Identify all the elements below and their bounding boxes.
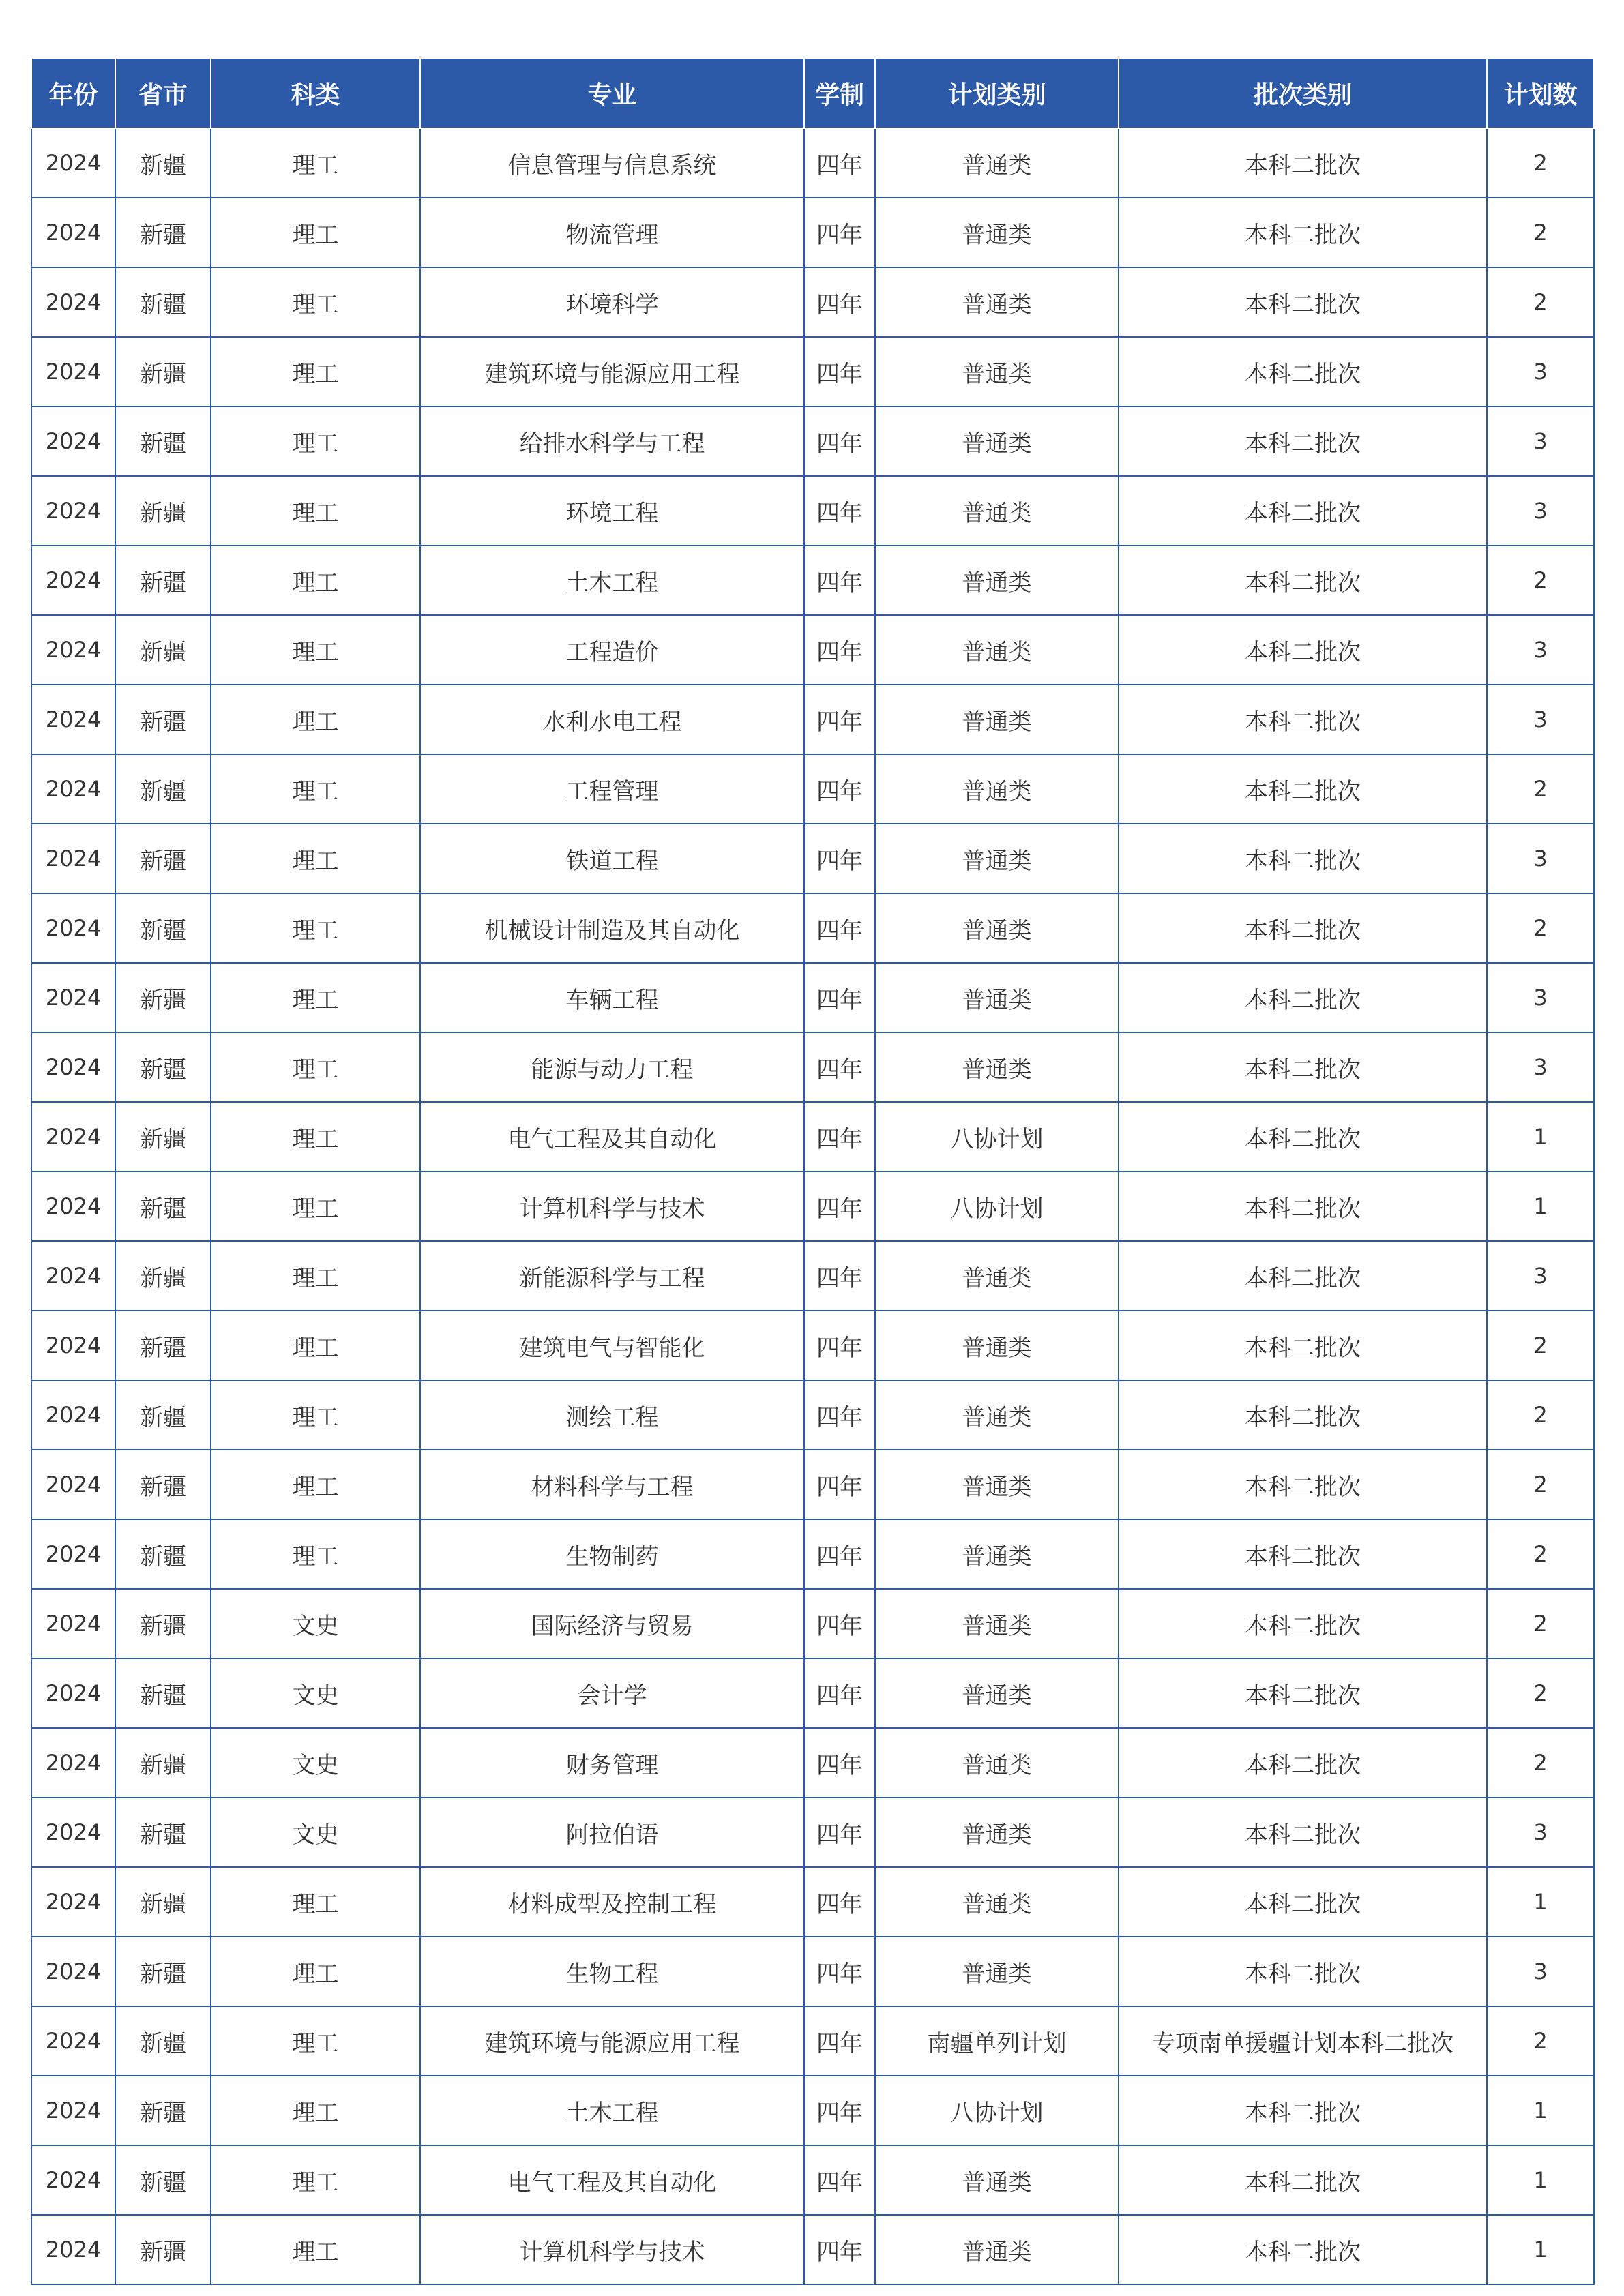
cell-major: 土木工程 bbox=[420, 546, 804, 615]
table-header-row bbox=[31, 58, 1594, 128]
cell-plan-count: 2 bbox=[1487, 1728, 1594, 1798]
cell-major: 材料成型及控制工程 bbox=[420, 1867, 804, 1937]
cell-plan-count: 1 bbox=[1487, 2215, 1594, 2284]
cell-province: 新疆 bbox=[115, 1450, 211, 1519]
cell-year: 2024 bbox=[31, 1728, 115, 1798]
cell-major: 生物制药 bbox=[420, 1519, 804, 1589]
cell-plan-count: 1 bbox=[1487, 2076, 1594, 2145]
cell-major: 工程管理 bbox=[420, 754, 804, 824]
cell-category: 文史 bbox=[211, 1798, 420, 1867]
cell-category: 理工 bbox=[211, 267, 420, 337]
cell-major: 建筑环境与能源应用工程 bbox=[420, 337, 804, 406]
cell-batch-type: 本科二批次 bbox=[1119, 1450, 1487, 1519]
cell-major: 建筑电气与智能化 bbox=[420, 1311, 804, 1380]
cell-year: 2024 bbox=[31, 406, 115, 476]
table-row bbox=[31, 1172, 1594, 1241]
cell-duration: 四年 bbox=[804, 198, 875, 267]
header-year: 年份 bbox=[31, 58, 115, 128]
cell-plan-type: 八协计划 bbox=[875, 1102, 1119, 1172]
cell-plan-type: 南疆单列计划 bbox=[875, 2006, 1119, 2076]
cell-major: 计算机科学与技术 bbox=[420, 1172, 804, 1241]
cell-major: 车辆工程 bbox=[420, 963, 804, 1032]
cell-province: 新疆 bbox=[115, 1172, 211, 1241]
cell-plan-count: 2 bbox=[1487, 198, 1594, 267]
cell-plan-type: 八协计划 bbox=[875, 1172, 1119, 1241]
cell-plan-type: 普通类 bbox=[875, 2215, 1119, 2284]
cell-year: 2024 bbox=[31, 2145, 115, 2215]
cell-duration: 四年 bbox=[804, 406, 875, 476]
cell-major: 测绘工程 bbox=[420, 1380, 804, 1450]
cell-province: 新疆 bbox=[115, 1589, 211, 1658]
cell-duration: 四年 bbox=[804, 685, 875, 754]
header-plan-count: 计划数 bbox=[1487, 58, 1594, 128]
header-province: 省市 bbox=[115, 58, 211, 128]
cell-province: 新疆 bbox=[115, 754, 211, 824]
cell-plan-count: 2 bbox=[1487, 128, 1594, 198]
cell-plan-type: 普通类 bbox=[875, 476, 1119, 546]
cell-plan-count: 1 bbox=[1487, 1867, 1594, 1937]
cell-province: 新疆 bbox=[115, 1519, 211, 1589]
cell-province: 新疆 bbox=[115, 1032, 211, 1102]
cell-year: 2024 bbox=[31, 2006, 115, 2076]
cell-year: 2024 bbox=[31, 754, 115, 824]
cell-batch-type: 本科二批次 bbox=[1119, 2076, 1487, 2145]
cell-category: 理工 bbox=[211, 1241, 420, 1311]
cell-duration: 四年 bbox=[804, 1102, 875, 1172]
cell-duration: 四年 bbox=[804, 267, 875, 337]
cell-major: 给排水科学与工程 bbox=[420, 406, 804, 476]
cell-batch-type: 本科二批次 bbox=[1119, 267, 1487, 337]
cell-province: 新疆 bbox=[115, 337, 211, 406]
cell-major: 水利水电工程 bbox=[420, 685, 804, 754]
cell-batch-type: 本科二批次 bbox=[1119, 1798, 1487, 1867]
table-row bbox=[31, 1658, 1594, 1728]
cell-batch-type: 本科二批次 bbox=[1119, 893, 1487, 963]
cell-major: 财务管理 bbox=[420, 1728, 804, 1798]
cell-plan-type: 普通类 bbox=[875, 267, 1119, 337]
cell-plan-type: 普通类 bbox=[875, 893, 1119, 963]
cell-major: 工程造价 bbox=[420, 615, 804, 685]
cell-duration: 四年 bbox=[804, 1589, 875, 1658]
cell-batch-type: 本科二批次 bbox=[1119, 1380, 1487, 1450]
cell-batch-type: 本科二批次 bbox=[1119, 1172, 1487, 1241]
header-category: 科类 bbox=[211, 58, 420, 128]
cell-province: 新疆 bbox=[115, 2006, 211, 2076]
cell-category: 理工 bbox=[211, 546, 420, 615]
cell-major: 铁道工程 bbox=[420, 824, 804, 893]
cell-province: 新疆 bbox=[115, 1380, 211, 1450]
cell-province: 新疆 bbox=[115, 1728, 211, 1798]
cell-duration: 四年 bbox=[804, 128, 875, 198]
table-row bbox=[31, 1937, 1594, 2006]
cell-category: 理工 bbox=[211, 2145, 420, 2215]
cell-province: 新疆 bbox=[115, 1658, 211, 1728]
cell-major: 材料科学与工程 bbox=[420, 1450, 804, 1519]
cell-major: 生物工程 bbox=[420, 1937, 804, 2006]
cell-category: 理工 bbox=[211, 128, 420, 198]
cell-batch-type: 本科二批次 bbox=[1119, 546, 1487, 615]
cell-batch-type: 本科二批次 bbox=[1119, 406, 1487, 476]
cell-year: 2024 bbox=[31, 1380, 115, 1450]
cell-year: 2024 bbox=[31, 963, 115, 1032]
cell-major: 物流管理 bbox=[420, 198, 804, 267]
cell-year: 2024 bbox=[31, 615, 115, 685]
cell-plan-count: 3 bbox=[1487, 337, 1594, 406]
cell-category: 理工 bbox=[211, 198, 420, 267]
cell-plan-type: 普通类 bbox=[875, 1867, 1119, 1937]
cell-year: 2024 bbox=[31, 198, 115, 267]
cell-major: 环境工程 bbox=[420, 476, 804, 546]
cell-category: 理工 bbox=[211, 1311, 420, 1380]
cell-category: 理工 bbox=[211, 893, 420, 963]
cell-duration: 四年 bbox=[804, 476, 875, 546]
cell-plan-type: 普通类 bbox=[875, 2145, 1119, 2215]
cell-duration: 四年 bbox=[804, 1658, 875, 1728]
cell-duration: 四年 bbox=[804, 1311, 875, 1380]
header-major: 专业 bbox=[420, 58, 804, 128]
cell-province: 新疆 bbox=[115, 1311, 211, 1380]
cell-province: 新疆 bbox=[115, 1867, 211, 1937]
table-row bbox=[31, 963, 1594, 1032]
cell-province: 新疆 bbox=[115, 2215, 211, 2284]
cell-duration: 四年 bbox=[804, 1798, 875, 1867]
cell-year: 2024 bbox=[31, 1032, 115, 1102]
cell-province: 新疆 bbox=[115, 824, 211, 893]
cell-year: 2024 bbox=[31, 824, 115, 893]
cell-year: 2024 bbox=[31, 337, 115, 406]
cell-plan-type: 普通类 bbox=[875, 1032, 1119, 1102]
table-row bbox=[31, 1380, 1594, 1450]
cell-plan-count: 1 bbox=[1487, 1172, 1594, 1241]
cell-plan-type: 八协计划 bbox=[875, 2076, 1119, 2145]
cell-plan-count: 3 bbox=[1487, 1937, 1594, 2006]
cell-plan-count: 2 bbox=[1487, 1658, 1594, 1728]
cell-province: 新疆 bbox=[115, 2145, 211, 2215]
cell-category: 文史 bbox=[211, 1589, 420, 1658]
cell-batch-type: 本科二批次 bbox=[1119, 1728, 1487, 1798]
cell-batch-type: 本科二批次 bbox=[1119, 824, 1487, 893]
cell-plan-count: 3 bbox=[1487, 476, 1594, 546]
cell-category: 理工 bbox=[211, 2215, 420, 2284]
cell-plan-type: 普通类 bbox=[875, 1728, 1119, 1798]
cell-year: 2024 bbox=[31, 1241, 115, 1311]
table-row bbox=[31, 824, 1594, 893]
cell-duration: 四年 bbox=[804, 754, 875, 824]
cell-plan-count: 3 bbox=[1487, 824, 1594, 893]
cell-category: 理工 bbox=[211, 1450, 420, 1519]
table-row bbox=[31, 546, 1594, 615]
cell-major: 建筑环境与能源应用工程 bbox=[420, 2006, 804, 2076]
cell-category: 理工 bbox=[211, 1172, 420, 1241]
table-row bbox=[31, 1032, 1594, 1102]
cell-major: 会计学 bbox=[420, 1658, 804, 1728]
cell-plan-count: 2 bbox=[1487, 2006, 1594, 2076]
cell-major: 机械设计制造及其自动化 bbox=[420, 893, 804, 963]
cell-plan-count: 2 bbox=[1487, 1589, 1594, 1658]
cell-plan-type: 普通类 bbox=[875, 963, 1119, 1032]
cell-duration: 四年 bbox=[804, 1380, 875, 1450]
cell-plan-type: 普通类 bbox=[875, 754, 1119, 824]
table-row bbox=[31, 2215, 1594, 2284]
table-row bbox=[31, 476, 1594, 546]
cell-batch-type: 本科二批次 bbox=[1119, 2215, 1487, 2284]
cell-category: 文史 bbox=[211, 1728, 420, 1798]
cell-category: 理工 bbox=[211, 1937, 420, 2006]
cell-year: 2024 bbox=[31, 546, 115, 615]
cell-year: 2024 bbox=[31, 1102, 115, 1172]
cell-category: 理工 bbox=[211, 685, 420, 754]
cell-year: 2024 bbox=[31, 1937, 115, 2006]
header-batch-type: 批次类别 bbox=[1119, 58, 1487, 128]
cell-province: 新疆 bbox=[115, 546, 211, 615]
cell-year: 2024 bbox=[31, 2076, 115, 2145]
cell-major: 计算机科学与技术 bbox=[420, 2215, 804, 2284]
cell-plan-count: 3 bbox=[1487, 963, 1594, 1032]
table-row bbox=[31, 1728, 1594, 1798]
cell-batch-type: 本科二批次 bbox=[1119, 2145, 1487, 2215]
cell-category: 理工 bbox=[211, 337, 420, 406]
cell-major: 新能源科学与工程 bbox=[420, 1241, 804, 1311]
cell-major: 土木工程 bbox=[420, 2076, 804, 2145]
cell-batch-type: 专项南单援疆计划本科二批次 bbox=[1119, 2006, 1487, 2076]
cell-batch-type: 本科二批次 bbox=[1119, 1102, 1487, 1172]
cell-plan-type: 普通类 bbox=[875, 824, 1119, 893]
cell-category: 理工 bbox=[211, 615, 420, 685]
cell-year: 2024 bbox=[31, 1798, 115, 1867]
table-row bbox=[31, 1519, 1594, 1589]
cell-batch-type: 本科二批次 bbox=[1119, 1658, 1487, 1728]
cell-plan-count: 2 bbox=[1487, 546, 1594, 615]
cell-duration: 四年 bbox=[804, 1450, 875, 1519]
cell-province: 新疆 bbox=[115, 1241, 211, 1311]
cell-duration: 四年 bbox=[804, 824, 875, 893]
admission-plan-sheet bbox=[31, 57, 1593, 2285]
cell-duration: 四年 bbox=[804, 615, 875, 685]
cell-batch-type: 本科二批次 bbox=[1119, 1937, 1487, 2006]
cell-province: 新疆 bbox=[115, 1102, 211, 1172]
cell-duration: 四年 bbox=[804, 2006, 875, 2076]
cell-province: 新疆 bbox=[115, 406, 211, 476]
table-row bbox=[31, 754, 1594, 824]
cell-category: 理工 bbox=[211, 824, 420, 893]
cell-duration: 四年 bbox=[804, 1241, 875, 1311]
cell-province: 新疆 bbox=[115, 267, 211, 337]
cell-plan-count: 3 bbox=[1487, 685, 1594, 754]
table-row bbox=[31, 2145, 1594, 2215]
cell-province: 新疆 bbox=[115, 198, 211, 267]
cell-category: 理工 bbox=[211, 1032, 420, 1102]
cell-batch-type: 本科二批次 bbox=[1119, 1241, 1487, 1311]
table-row bbox=[31, 1589, 1594, 1658]
cell-plan-count: 2 bbox=[1487, 1519, 1594, 1589]
cell-year: 2024 bbox=[31, 1589, 115, 1658]
cell-plan-type: 普通类 bbox=[875, 1241, 1119, 1311]
cell-plan-type: 普通类 bbox=[875, 1937, 1119, 2006]
cell-year: 2024 bbox=[31, 267, 115, 337]
table-row bbox=[31, 1798, 1594, 1867]
cell-batch-type: 本科二批次 bbox=[1119, 128, 1487, 198]
table-row bbox=[31, 267, 1594, 337]
cell-province: 新疆 bbox=[115, 476, 211, 546]
cell-plan-type: 普通类 bbox=[875, 406, 1119, 476]
cell-duration: 四年 bbox=[804, 2145, 875, 2215]
cell-category: 理工 bbox=[211, 2006, 420, 2076]
cell-plan-count: 1 bbox=[1487, 1102, 1594, 1172]
cell-category: 理工 bbox=[211, 476, 420, 546]
cell-duration: 四年 bbox=[804, 1032, 875, 1102]
cell-major: 环境科学 bbox=[420, 267, 804, 337]
cell-province: 新疆 bbox=[115, 685, 211, 754]
cell-category: 理工 bbox=[211, 2076, 420, 2145]
cell-plan-count: 2 bbox=[1487, 1450, 1594, 1519]
table-row bbox=[31, 1867, 1594, 1937]
cell-plan-type: 普通类 bbox=[875, 685, 1119, 754]
cell-year: 2024 bbox=[31, 1658, 115, 1728]
admission-plan-table bbox=[31, 57, 1595, 2285]
table-row bbox=[31, 1241, 1594, 1311]
cell-year: 2024 bbox=[31, 128, 115, 198]
cell-duration: 四年 bbox=[804, 1867, 875, 1937]
cell-plan-count: 3 bbox=[1487, 406, 1594, 476]
cell-batch-type: 本科二批次 bbox=[1119, 1519, 1487, 1589]
cell-province: 新疆 bbox=[115, 1937, 211, 2006]
cell-plan-type: 普通类 bbox=[875, 337, 1119, 406]
cell-plan-count: 2 bbox=[1487, 893, 1594, 963]
cell-plan-type: 普通类 bbox=[875, 1311, 1119, 1380]
cell-duration: 四年 bbox=[804, 546, 875, 615]
cell-batch-type: 本科二批次 bbox=[1119, 685, 1487, 754]
cell-batch-type: 本科二批次 bbox=[1119, 337, 1487, 406]
cell-category: 理工 bbox=[211, 406, 420, 476]
cell-year: 2024 bbox=[31, 893, 115, 963]
cell-province: 新疆 bbox=[115, 2076, 211, 2145]
cell-province: 新疆 bbox=[115, 1798, 211, 1867]
table-row bbox=[31, 1450, 1594, 1519]
cell-plan-type: 普通类 bbox=[875, 546, 1119, 615]
cell-plan-type: 普通类 bbox=[875, 1380, 1119, 1450]
cell-year: 2024 bbox=[31, 1450, 115, 1519]
table-row bbox=[31, 337, 1594, 406]
cell-batch-type: 本科二批次 bbox=[1119, 1032, 1487, 1102]
cell-plan-type: 普通类 bbox=[875, 128, 1119, 198]
cell-year: 2024 bbox=[31, 1311, 115, 1380]
cell-duration: 四年 bbox=[804, 1728, 875, 1798]
table-row bbox=[31, 893, 1594, 963]
cell-major: 信息管理与信息系统 bbox=[420, 128, 804, 198]
cell-province: 新疆 bbox=[115, 615, 211, 685]
cell-category: 理工 bbox=[211, 1102, 420, 1172]
cell-batch-type: 本科二批次 bbox=[1119, 1311, 1487, 1380]
cell-plan-type: 普通类 bbox=[875, 1450, 1119, 1519]
cell-batch-type: 本科二批次 bbox=[1119, 1589, 1487, 1658]
table-row bbox=[31, 128, 1594, 198]
table-row bbox=[31, 1102, 1594, 1172]
cell-major: 电气工程及其自动化 bbox=[420, 1102, 804, 1172]
cell-plan-count: 2 bbox=[1487, 754, 1594, 824]
cell-category: 理工 bbox=[211, 754, 420, 824]
cell-major: 能源与动力工程 bbox=[420, 1032, 804, 1102]
cell-province: 新疆 bbox=[115, 893, 211, 963]
cell-batch-type: 本科二批次 bbox=[1119, 198, 1487, 267]
cell-category: 理工 bbox=[211, 1380, 420, 1450]
cell-year: 2024 bbox=[31, 2215, 115, 2284]
cell-duration: 四年 bbox=[804, 1172, 875, 1241]
cell-year: 2024 bbox=[31, 685, 115, 754]
table-row bbox=[31, 406, 1594, 476]
cell-province: 新疆 bbox=[115, 128, 211, 198]
cell-major: 电气工程及其自动化 bbox=[420, 2145, 804, 2215]
cell-batch-type: 本科二批次 bbox=[1119, 1867, 1487, 1937]
table-row bbox=[31, 1311, 1594, 1380]
cell-year: 2024 bbox=[31, 1519, 115, 1589]
cell-batch-type: 本科二批次 bbox=[1119, 754, 1487, 824]
cell-category: 理工 bbox=[211, 1867, 420, 1937]
table-row bbox=[31, 2076, 1594, 2145]
header-duration: 学制 bbox=[804, 58, 875, 128]
cell-major: 国际经济与贸易 bbox=[420, 1589, 804, 1658]
cell-plan-count: 2 bbox=[1487, 1311, 1594, 1380]
cell-plan-type: 普通类 bbox=[875, 1798, 1119, 1867]
cell-plan-type: 普通类 bbox=[875, 1658, 1119, 1728]
header-plan-type: 计划类别 bbox=[875, 58, 1119, 128]
cell-batch-type: 本科二批次 bbox=[1119, 615, 1487, 685]
cell-plan-type: 普通类 bbox=[875, 615, 1119, 685]
table-row bbox=[31, 198, 1594, 267]
table-row bbox=[31, 2006, 1594, 2076]
cell-year: 2024 bbox=[31, 476, 115, 546]
cell-province: 新疆 bbox=[115, 963, 211, 1032]
table-row bbox=[31, 685, 1594, 754]
cell-category: 理工 bbox=[211, 1519, 420, 1589]
cell-category: 文史 bbox=[211, 1658, 420, 1728]
cell-duration: 四年 bbox=[804, 2076, 875, 2145]
cell-year: 2024 bbox=[31, 1172, 115, 1241]
cell-plan-count: 3 bbox=[1487, 1032, 1594, 1102]
cell-plan-count: 3 bbox=[1487, 1798, 1594, 1867]
cell-duration: 四年 bbox=[804, 893, 875, 963]
cell-batch-type: 本科二批次 bbox=[1119, 476, 1487, 546]
cell-duration: 四年 bbox=[804, 1519, 875, 1589]
cell-plan-count: 2 bbox=[1487, 267, 1594, 337]
table-body bbox=[31, 128, 1594, 2284]
cell-batch-type: 本科二批次 bbox=[1119, 963, 1487, 1032]
cell-plan-count: 3 bbox=[1487, 615, 1594, 685]
cell-year: 2024 bbox=[31, 1867, 115, 1937]
cell-plan-count: 3 bbox=[1487, 1241, 1594, 1311]
cell-category: 理工 bbox=[211, 963, 420, 1032]
cell-plan-type: 普通类 bbox=[875, 1589, 1119, 1658]
cell-duration: 四年 bbox=[804, 1937, 875, 2006]
cell-duration: 四年 bbox=[804, 2215, 875, 2284]
cell-plan-type: 普通类 bbox=[875, 1519, 1119, 1589]
cell-major: 阿拉伯语 bbox=[420, 1798, 804, 1867]
cell-plan-count: 2 bbox=[1487, 1380, 1594, 1450]
cell-plan-count: 1 bbox=[1487, 2145, 1594, 2215]
cell-duration: 四年 bbox=[804, 963, 875, 1032]
cell-duration: 四年 bbox=[804, 337, 875, 406]
table-row bbox=[31, 615, 1594, 685]
cell-plan-type: 普通类 bbox=[875, 198, 1119, 267]
